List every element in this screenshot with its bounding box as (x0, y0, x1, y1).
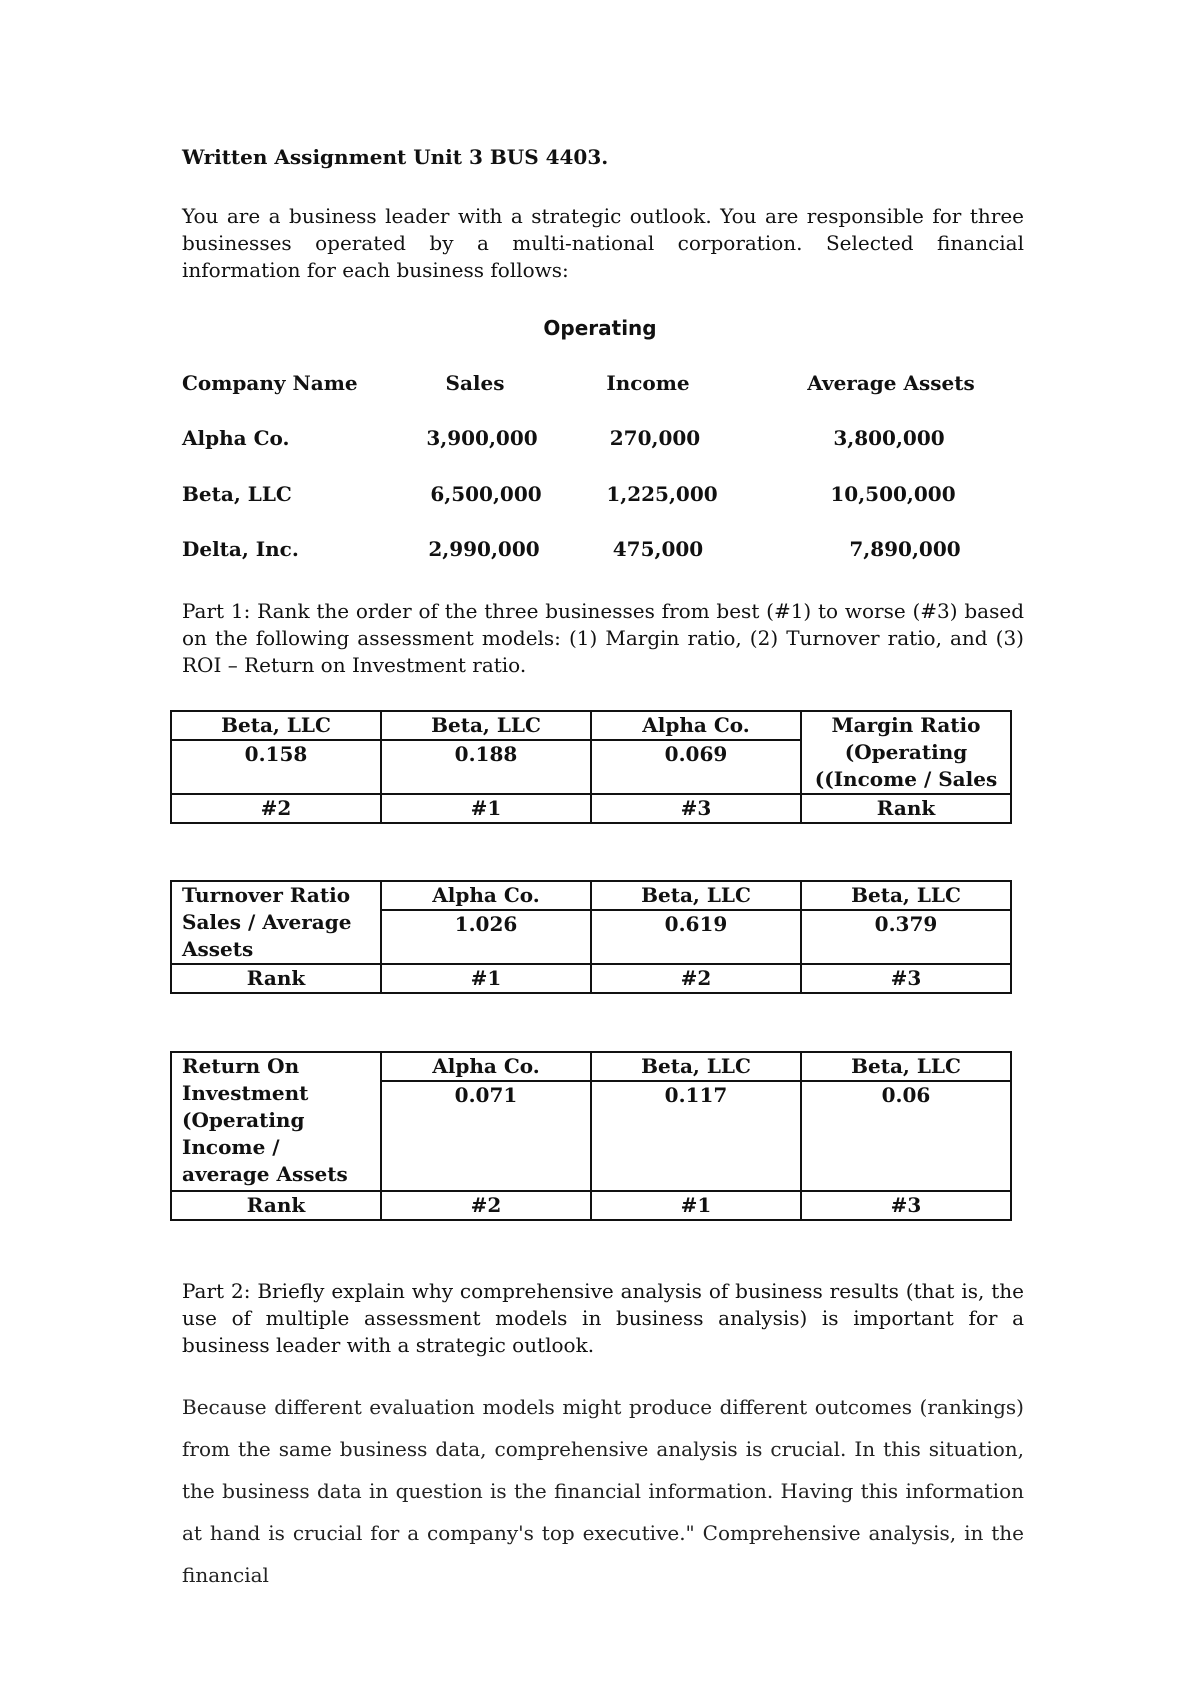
rank-label: Rank (171, 964, 381, 993)
table-cell: Alpha Co. (381, 1052, 591, 1081)
table-cell: Alpha Co. (591, 711, 801, 740)
income-value: 1,225,000 (606, 482, 718, 506)
document-title: Written Assignment Unit 3 BUS 4403. (182, 145, 609, 169)
table-cell: 0.158 (171, 740, 381, 794)
table-cell: 1.026 (381, 910, 591, 964)
table-cell: 0.069 (591, 740, 801, 794)
table-cell: #2 (171, 794, 381, 823)
margin-ratio-label: Margin Ratio (Operating ((Income / Sales (801, 711, 1011, 794)
table-cell: 0.117 (591, 1081, 801, 1191)
part2-paragraph: Part 2: Briefly explain why comprehensive analysis of business results (that is, the use of multiple assessment models in business analysis) is important for a business leader with a strategic outlook. (182, 1279, 1024, 1357)
table-cell: Beta, LLC (591, 881, 801, 910)
company-name: Delta, Inc. (182, 537, 299, 561)
table-cell: 0.379 (801, 910, 1011, 964)
sales-value: 2,990,000 (428, 537, 540, 561)
header-average-assets: Average Assets (807, 371, 975, 395)
header-sales: Sales (445, 371, 505, 395)
table-cell: #1 (381, 964, 591, 993)
sales-value: 6,500,000 (430, 482, 542, 506)
table-cell: Beta, LLC (801, 881, 1011, 910)
table-cell: Beta, LLC (171, 711, 381, 740)
turnover-ratio-label: Turnover Ratio Sales / Average Assets (171, 881, 381, 964)
table-cell: #3 (801, 964, 1011, 993)
intro-paragraph: You are a business leader with a strategic outlook. You are responsible for three businesses operated by a multi-national corporation. Selected financial information for each business follows: (182, 204, 1024, 282)
rank-label: Rank (171, 1191, 381, 1220)
company-name: Beta, LLC (182, 482, 292, 506)
table-cell: Beta, LLC (381, 711, 591, 740)
margin-ratio-table (170, 710, 1012, 824)
table-cell: #3 (801, 1191, 1011, 1220)
income-value: 475,000 (612, 537, 704, 561)
operating-heading: Operating (543, 316, 657, 340)
table-cell: 0.06 (801, 1081, 1011, 1191)
table-cell: #1 (381, 794, 591, 823)
income-value: 270,000 (609, 426, 701, 450)
table-cell: Alpha Co. (381, 881, 591, 910)
assets-value: 7,890,000 (849, 537, 961, 561)
turnover-ratio-table (170, 880, 1012, 994)
answer-paragraph: Because different evaluation models might produce different outcomes (rankings) from the same business data, comprehensive analysis is crucial. In this situation, the business data in question is the financial information. Having this information at hand is crucial for a company's top executive." Comprehensive analysis, in the financial (182, 1395, 1024, 1587)
table-cell: Beta, LLC (591, 1052, 801, 1081)
rank-label: Rank (801, 794, 1011, 823)
table-cell: #3 (591, 794, 801, 823)
header-company-name: Company Name (182, 371, 358, 395)
table-cell: Beta, LLC (801, 1052, 1011, 1081)
table-cell: #1 (591, 1191, 801, 1220)
header-income: Income (606, 371, 690, 395)
sales-value: 3,900,000 (426, 426, 538, 450)
roi-table (170, 1051, 1012, 1221)
table-cell: #2 (591, 964, 801, 993)
assets-value: 3,800,000 (833, 426, 945, 450)
roi-label: Return On Investment (Operating Income / average Assets (171, 1052, 381, 1191)
table-cell: 0.071 (381, 1081, 591, 1191)
assets-value: 10,500,000 (830, 482, 956, 506)
table-cell: #2 (381, 1191, 591, 1220)
table-cell: 0.188 (381, 740, 591, 794)
company-name: Alpha Co. (182, 426, 290, 450)
part1-paragraph: Part 1: Rank the order of the three businesses from best (#1) to worse (#3) based on the following assessment models: (1) Margin ratio, (2) Turnover ratio, and (3) ROI – Return on Investment ratio. (182, 599, 1024, 677)
table-cell: 0.619 (591, 910, 801, 964)
